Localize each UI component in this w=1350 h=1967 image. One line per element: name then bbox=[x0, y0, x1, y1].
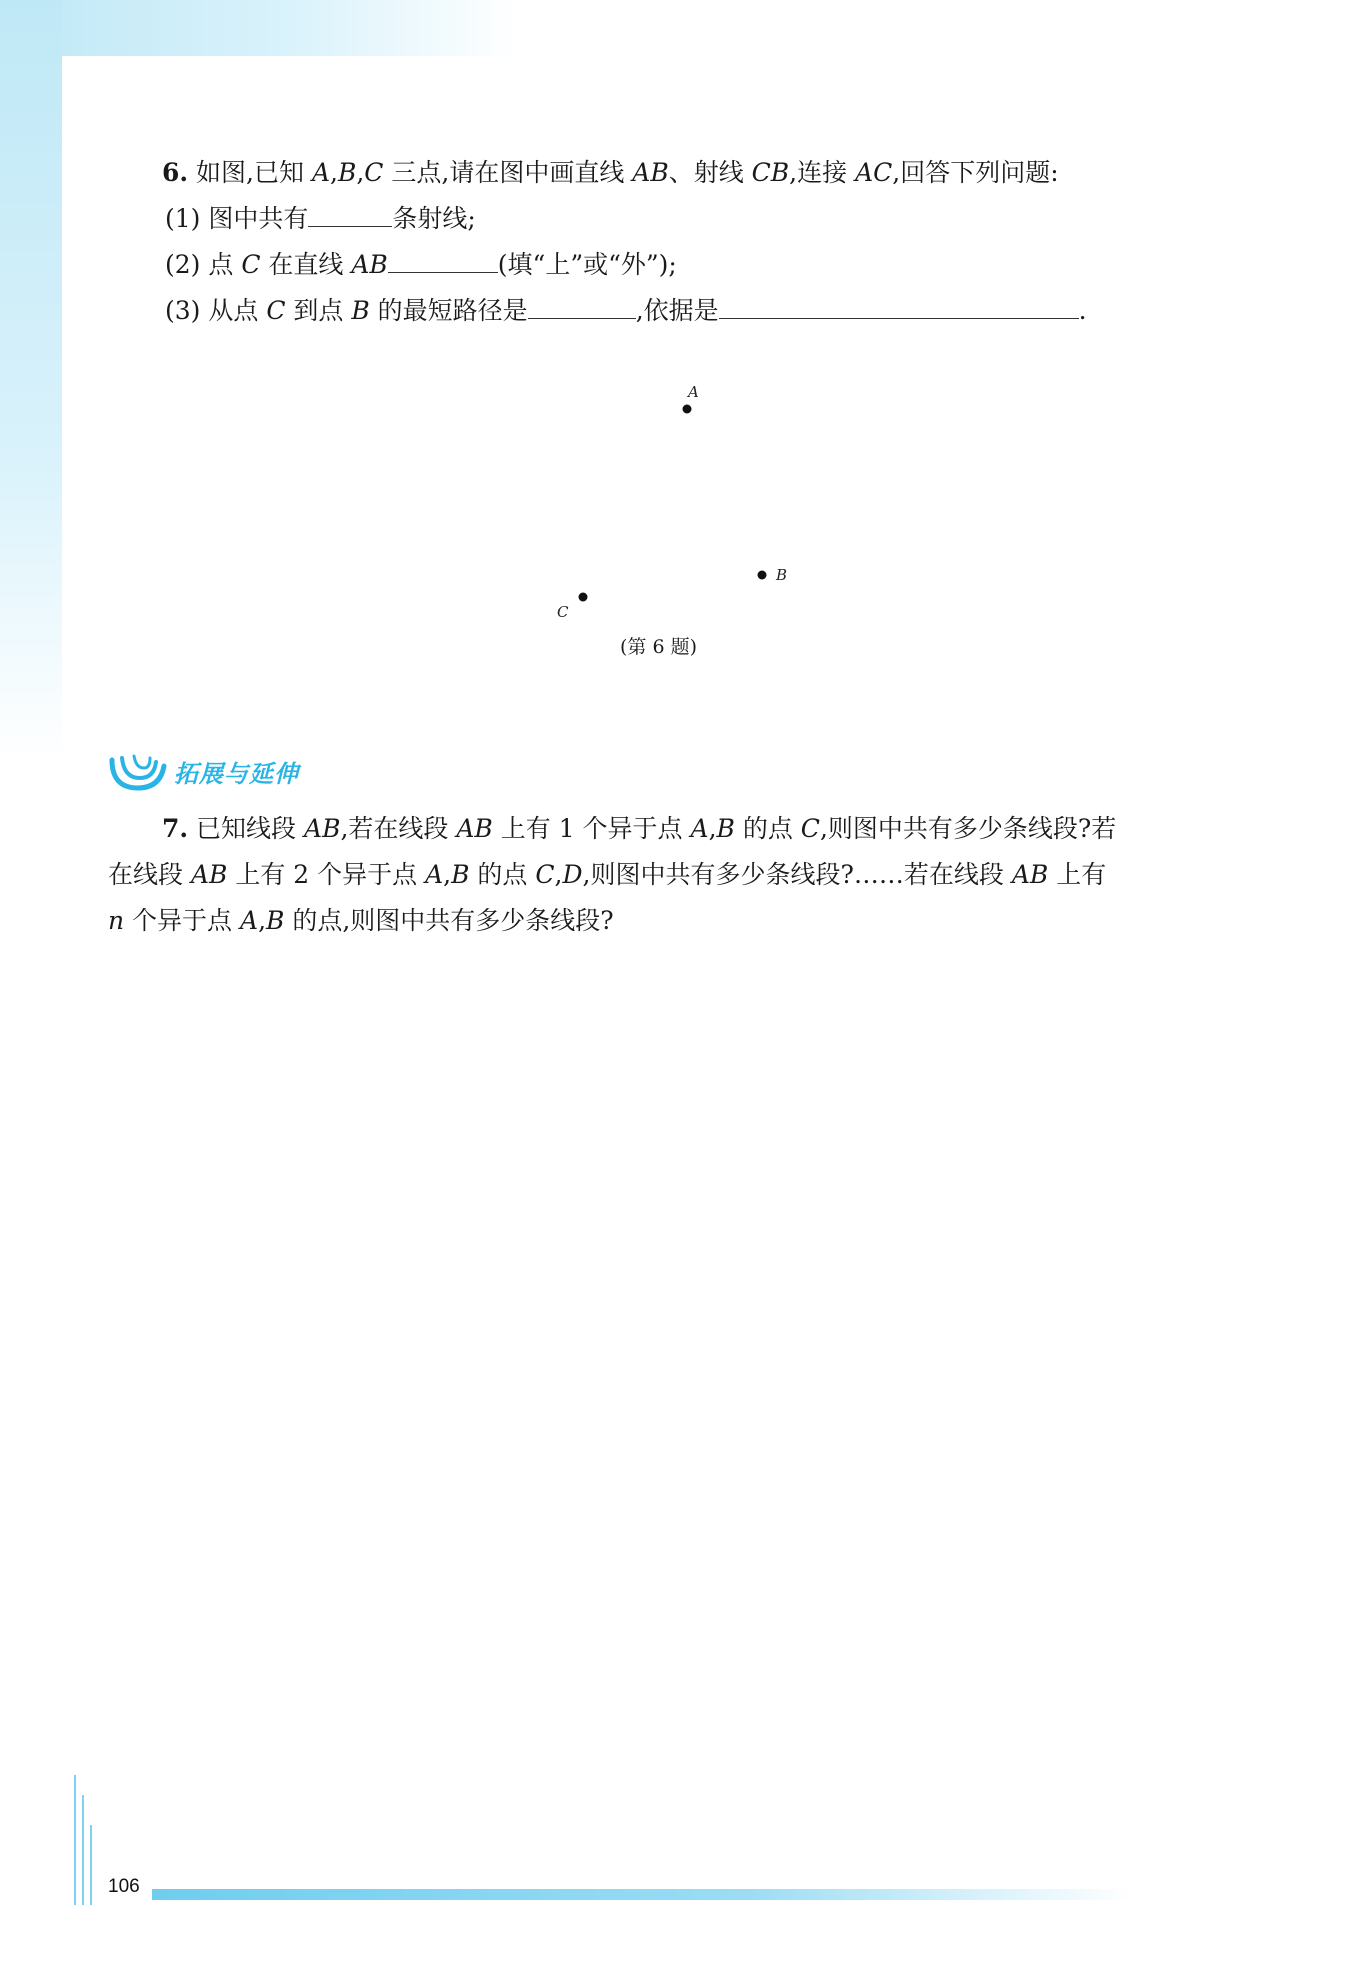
sub-text: (1) 图中共有 bbox=[165, 204, 309, 233]
footer-bar bbox=[152, 1889, 1132, 1900]
comma: , bbox=[356, 158, 365, 187]
q7-text: 的点 bbox=[469, 860, 536, 889]
question-7-line-1 bbox=[108, 806, 1248, 852]
section-header bbox=[108, 748, 368, 792]
var-A: A bbox=[425, 860, 444, 889]
sub-text: 到点 bbox=[285, 296, 352, 325]
q7-text: ,则图中共有多少条线段?……若在线段 bbox=[582, 860, 1012, 889]
var-AC: AC bbox=[855, 158, 893, 187]
comma: , bbox=[708, 814, 717, 843]
stem-text: 如图,已知 bbox=[188, 158, 312, 187]
var-AB: AB bbox=[456, 814, 493, 843]
sub-text: (填“上”或“外”); bbox=[497, 250, 677, 279]
left-decor-band bbox=[0, 0, 62, 760]
var-C: C bbox=[535, 860, 555, 889]
var-A: A bbox=[690, 814, 709, 843]
q7-text: 已知线段 bbox=[188, 814, 305, 843]
var-AB: AB bbox=[632, 158, 669, 187]
label-A: A bbox=[688, 383, 699, 401]
comma: , bbox=[443, 860, 452, 889]
sub-text: 条射线; bbox=[392, 204, 476, 233]
answer-blank[interactable] bbox=[388, 248, 498, 273]
var-C: C bbox=[800, 814, 820, 843]
answer-blank[interactable] bbox=[308, 202, 392, 227]
q7-text: 上有 1 个异于点 bbox=[492, 814, 691, 843]
question-6-sub-3 bbox=[165, 294, 1087, 328]
point-C bbox=[579, 593, 588, 602]
answer-blank[interactable] bbox=[528, 294, 636, 319]
var-B: B bbox=[337, 158, 357, 187]
var-AB: AB bbox=[304, 814, 341, 843]
var-D: D bbox=[562, 860, 583, 889]
q7-text: ,若在线段 bbox=[340, 814, 457, 843]
var-n: n bbox=[108, 906, 125, 935]
top-decor-band bbox=[0, 0, 520, 56]
var-B: B bbox=[451, 860, 470, 889]
label-B: B bbox=[776, 566, 788, 584]
point-B bbox=[758, 571, 767, 580]
question-number: 6. bbox=[162, 158, 189, 187]
label-C: C bbox=[557, 603, 569, 621]
stem-text: 三点,请在图中画直线 bbox=[383, 158, 633, 187]
comma: , bbox=[330, 158, 338, 187]
stem-text: 、射线 bbox=[668, 158, 752, 187]
var-AB: AB bbox=[190, 860, 228, 889]
footer-vertical-bars bbox=[72, 1775, 102, 1905]
var-C: C bbox=[364, 158, 384, 187]
var-C: C bbox=[241, 250, 261, 279]
q7-text: 在线段 bbox=[108, 860, 191, 889]
var-C: C bbox=[266, 296, 286, 325]
sub-text: . bbox=[1078, 296, 1087, 325]
stem-text: ,连接 bbox=[789, 158, 856, 187]
q7-text: 上有 2 个异于点 bbox=[227, 860, 426, 889]
q7-text: ,则图中共有多少条线段?若 bbox=[819, 814, 1117, 843]
page-number: 106 bbox=[108, 1876, 140, 1897]
section-title: 拓展与延伸 bbox=[174, 760, 299, 788]
question-number: 7. bbox=[162, 814, 189, 843]
q7-text: 的点 bbox=[734, 814, 801, 843]
swirl-icon bbox=[108, 748, 168, 792]
var-AB: AB bbox=[1011, 860, 1049, 889]
var-CB: CB bbox=[751, 158, 790, 187]
sub-text: 的最短路径是 bbox=[369, 296, 528, 325]
sub-text: (3) 从点 bbox=[165, 296, 267, 325]
comma: , bbox=[554, 860, 563, 889]
point-A bbox=[683, 405, 692, 414]
question-7-line-2 bbox=[108, 852, 1248, 898]
question-7-line-3 bbox=[108, 898, 1248, 944]
var-B: B bbox=[351, 296, 370, 325]
var-A: A bbox=[240, 906, 259, 935]
var-B: B bbox=[266, 906, 285, 935]
figure-caption: (第 6 题) bbox=[620, 636, 697, 658]
question-7 bbox=[108, 806, 1248, 944]
question-6-sub-1 bbox=[165, 202, 476, 236]
var-AB: AB bbox=[351, 250, 388, 279]
sub-text: ,依据是 bbox=[635, 296, 719, 325]
sub-text: 在直线 bbox=[260, 250, 352, 279]
stem-text: ,回答下列问题: bbox=[892, 158, 1059, 187]
answer-blank[interactable] bbox=[719, 294, 1079, 319]
question-6-stem bbox=[162, 156, 1059, 190]
sub-text: (2) 点 bbox=[165, 250, 242, 279]
q7-text: 的点,则图中共有多少条线段? bbox=[284, 906, 614, 935]
var-B: B bbox=[716, 814, 735, 843]
comma: , bbox=[258, 906, 267, 935]
var-A: A bbox=[311, 158, 331, 187]
question-6-sub-2 bbox=[165, 248, 677, 282]
q7-text: 个异于点 bbox=[124, 906, 241, 935]
q7-text: 上有 bbox=[1048, 860, 1107, 889]
